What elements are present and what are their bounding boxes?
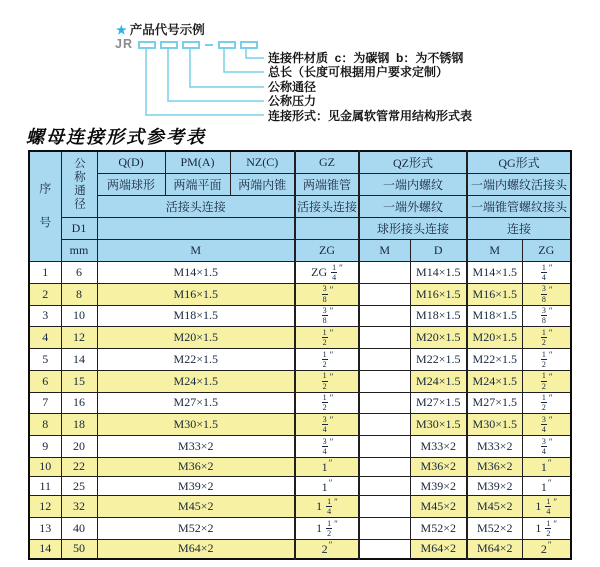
header-conn-gz: 活接头连接 <box>295 196 359 218</box>
cell-gz_zg: $\frac{3}{4}$ ″ <box>295 414 359 436</box>
table-body <box>29 262 571 560</box>
table-row <box>29 457 571 476</box>
header-type-gz: GZ <box>295 151 359 174</box>
cell-qz_m <box>359 305 410 327</box>
cell-qz_d: M18×1.5 <box>410 305 467 327</box>
cell-qz_m <box>359 476 410 495</box>
header-unit-qg-m: M <box>467 240 522 262</box>
header-unit-qg-zg: ZG <box>522 240 571 262</box>
cell-qg_zg: 1 $\frac{1}{2}$ ″ <box>522 517 571 539</box>
cell-gz_zg: 1″ <box>295 457 359 476</box>
cell-qg_zg: $\frac{1}{4}$ ″ <box>522 262 571 284</box>
table-row <box>29 370 571 392</box>
cell-qg_m: M20×1.5 <box>467 327 522 349</box>
cell-m: M33×2 <box>97 436 295 458</box>
header-mm: mm <box>61 240 97 262</box>
cell-dn: 16 <box>61 392 97 414</box>
cell-dn: 12 <box>61 327 97 349</box>
cell-m: M22×1.5 <box>97 349 295 371</box>
header-type-qz: QZ形式 <box>359 151 467 174</box>
cell-gz_zg: ZG $\frac{1}{4}$ ″ <box>295 262 359 284</box>
cell-qg_m: M64×2 <box>467 539 522 559</box>
cell-gz_zg: $\frac{3}{8}$ ″ <box>295 305 359 327</box>
cell-qz_m <box>359 283 410 305</box>
code-label-pressure: 公称压力 <box>268 94 317 109</box>
cell-qg_m: M45×2 <box>467 496 522 518</box>
cell-qz_m <box>359 414 410 436</box>
cell-gz_zg: 2″ <box>295 539 359 559</box>
header-conn-qg: 一端锥管螺纹接头 <box>467 196 571 218</box>
cell-no: 2 <box>29 283 61 305</box>
cell-dn: 50 <box>61 539 97 559</box>
cell-qz_m <box>359 436 410 458</box>
cell-gz_zg: $\frac{3}{4}$ ″ <box>295 436 359 458</box>
cell-dn: 6 <box>61 262 97 284</box>
cell-gz_zg: $\frac{3}{8}$ ″ <box>295 283 359 305</box>
cell-dn: 14 <box>61 349 97 371</box>
cell-qz_d: M45×2 <box>410 496 467 518</box>
cell-qg_zg: $\frac{1}{2}$ ″ <box>522 392 571 414</box>
code-label-length: 总长（长度可根据用户要求定制） <box>268 65 449 80</box>
header-blank-left <box>97 218 295 240</box>
header-connect: 连接 <box>467 218 571 240</box>
table-row <box>29 539 571 559</box>
cell-gz_zg: $\frac{1}{2}$ ″ <box>295 327 359 349</box>
cell-qz_m <box>359 539 410 559</box>
cell-no: 8 <box>29 414 61 436</box>
cell-no: 13 <box>29 517 61 539</box>
cell-no: 11 <box>29 476 61 495</box>
cell-qg_m: M24×1.5 <box>467 370 522 392</box>
cell-qg_m: M36×2 <box>467 457 522 476</box>
header-blank-gz <box>295 218 359 240</box>
cell-gz_zg: $\frac{1}{2}$ ″ <box>295 370 359 392</box>
table-row <box>29 414 571 436</box>
cell-dn: 32 <box>61 496 97 518</box>
header-type-nzc: NZ(C) <box>230 151 295 174</box>
cell-qg_m: M30×1.5 <box>467 414 522 436</box>
cell-dn: 8 <box>61 283 97 305</box>
cell-no: 12 <box>29 496 61 518</box>
header-conn-union: 活接头连接 <box>97 196 295 218</box>
cell-qz_m <box>359 496 410 518</box>
cell-qg_m: M18×1.5 <box>467 305 522 327</box>
header-type-qd: Q(D) <box>97 151 165 174</box>
header-desc-pma: 两端平面 <box>165 174 230 196</box>
cell-m: M39×2 <box>97 476 295 495</box>
cell-no: 4 <box>29 327 61 349</box>
header-conn-qz: 一端外螺纹 <box>359 196 467 218</box>
cell-dn: 18 <box>61 414 97 436</box>
header-ball-joint: 球形接头连接 <box>359 218 467 240</box>
cell-no: 1 <box>29 262 61 284</box>
cell-qg_zg: 1 $\frac{1}{4}$ ″ <box>522 496 571 518</box>
header-unit-zg: ZG <box>295 240 359 262</box>
cell-gz_zg: 1 $\frac{1}{2}$ ″ <box>295 517 359 539</box>
cell-qz_d: M27×1.5 <box>410 392 467 414</box>
cell-qg_m: M14×1.5 <box>467 262 522 284</box>
cell-qz_d: M39×2 <box>410 476 467 495</box>
cell-no: 7 <box>29 392 61 414</box>
table-header <box>29 151 571 262</box>
cell-m: M16×1.5 <box>97 283 295 305</box>
cell-qz_d: M20×1.5 <box>410 327 467 349</box>
cell-dn: 20 <box>61 436 97 458</box>
product-code-heading-text: 产品代号示例 <box>129 23 205 37</box>
table-row <box>29 349 571 371</box>
cell-dn: 22 <box>61 457 97 476</box>
cell-qz_m <box>359 349 410 371</box>
cell-m: M36×2 <box>97 457 295 476</box>
cell-dn: 25 <box>61 476 97 495</box>
header-dn-label: 公称通径 <box>73 156 85 211</box>
star-icon: ★ <box>116 23 127 37</box>
header-seq-label: 序号 <box>37 181 52 250</box>
cell-no: 9 <box>29 436 61 458</box>
header-unit-m: M <box>97 240 295 262</box>
code-box-icon <box>160 41 178 49</box>
cell-m: M14×1.5 <box>97 262 295 284</box>
header-desc-gz: 两端锥管 <box>295 174 359 196</box>
cell-qg_zg: $\frac{1}{2}$ ″ <box>522 370 571 392</box>
cell-qg_zg: $\frac{1}{2}$ ″ <box>522 327 571 349</box>
cell-no: 5 <box>29 349 61 371</box>
product-code-heading <box>116 20 205 38</box>
cell-qz_d: M14×1.5 <box>410 262 467 284</box>
code-box-icon <box>218 41 236 49</box>
code-box-icon <box>182 41 200 49</box>
cell-m: M18×1.5 <box>97 305 295 327</box>
cell-dn: 15 <box>61 370 97 392</box>
cell-qg_zg: $\frac{3}{8}$ ″ <box>522 305 571 327</box>
cell-qz_m <box>359 262 410 284</box>
cell-m: M52×2 <box>97 517 295 539</box>
table-row <box>29 517 571 539</box>
cell-dn: 40 <box>61 517 97 539</box>
cell-m: M24×1.5 <box>97 370 295 392</box>
header-desc-qz: 一端内螺纹 <box>359 174 467 196</box>
code-label-material: 连接件材质 c：为碳钢 b：为不锈钢 <box>268 51 464 65</box>
header-type-pma: PM(A) <box>165 151 230 174</box>
cell-qz_m <box>359 517 410 539</box>
table-row <box>29 283 571 305</box>
cell-qg_zg: $\frac{3}{4}$ ″ <box>522 414 571 436</box>
code-label-connection: 连接形式：见金属软管常用结构形式表 <box>268 108 473 123</box>
cell-qg_zg: 1″ <box>522 457 571 476</box>
cell-qg_m: M39×2 <box>467 476 522 495</box>
cell-qg_m: M27×1.5 <box>467 392 522 414</box>
header-desc-qg: 一端内螺纹活接头 <box>467 174 571 196</box>
table-row <box>29 262 571 284</box>
cell-qg_m: M22×1.5 <box>467 349 522 371</box>
cell-m: M20×1.5 <box>97 327 295 349</box>
header-desc-nzc: 两端内锥 <box>230 174 295 196</box>
cell-gz_zg: 1 $\frac{1}{4}$ ″ <box>295 496 359 518</box>
cell-qg_zg: 1″ <box>522 476 571 495</box>
cell-qz_d: M64×2 <box>410 539 467 559</box>
table-title: 螺母连接形式参考表 <box>26 127 206 147</box>
header-seq <box>29 151 61 262</box>
cell-qz_d: M52×2 <box>410 517 467 539</box>
cell-qg_zg: $\frac{3}{4}$ ″ <box>522 436 571 458</box>
cell-no: 14 <box>29 539 61 559</box>
code-box-icon <box>240 41 258 49</box>
cell-qz_m <box>359 327 410 349</box>
cell-gz_zg: $\frac{1}{2}$ ″ <box>295 392 359 414</box>
cell-qz_d: M30×1.5 <box>410 414 467 436</box>
header-desc-qd: 两端球形 <box>97 174 165 196</box>
cell-qg_zg: $\frac{3}{8}$ ″ <box>522 283 571 305</box>
cell-m: M64×2 <box>97 539 295 559</box>
code-labels <box>268 51 472 123</box>
header-type-qg: QG形式 <box>467 151 571 174</box>
code-label-diameter: 公称通径 <box>268 79 317 94</box>
cell-qz_d: M16×1.5 <box>410 283 467 305</box>
cell-gz_zg: 1″ <box>295 476 359 495</box>
cell-no: 10 <box>29 457 61 476</box>
cell-qg_m: M33×2 <box>467 436 522 458</box>
cell-qg_zg: 2″ <box>522 539 571 559</box>
cell-qz_d: M36×2 <box>410 457 467 476</box>
cell-qz_d: M22×1.5 <box>410 349 467 371</box>
table-row <box>29 436 571 458</box>
cell-gz_zg: $\frac{1}{2}$ ″ <box>295 349 359 371</box>
cell-no: 6 <box>29 370 61 392</box>
nut-connection-reference-table <box>28 150 572 560</box>
cell-no: 3 <box>29 305 61 327</box>
cell-qg_m: M16×1.5 <box>467 283 522 305</box>
cell-qz_m <box>359 370 410 392</box>
header-d1: D1 <box>61 218 97 240</box>
cell-dn: 10 <box>61 305 97 327</box>
cell-qg_m: M52×2 <box>467 517 522 539</box>
header-unit-qz-m: M <box>359 240 410 262</box>
table-row <box>29 392 571 414</box>
code-boxes <box>138 41 258 49</box>
cell-qz_d: M24×1.5 <box>410 370 467 392</box>
code-dash-icon <box>205 44 213 46</box>
cell-m: M45×2 <box>97 496 295 518</box>
cell-m: M27×1.5 <box>97 392 295 414</box>
code-prefix: JR <box>115 37 133 51</box>
table-row <box>29 305 571 327</box>
header-dn <box>61 151 97 218</box>
table-row <box>29 496 571 518</box>
header-unit-qz-d: D <box>410 240 467 262</box>
cell-qz_m <box>359 392 410 414</box>
cell-m: M30×1.5 <box>97 414 295 436</box>
code-box-icon <box>138 41 156 49</box>
table-row <box>29 476 571 495</box>
cell-qz_m <box>359 457 410 476</box>
cell-qz_d: M33×2 <box>410 436 467 458</box>
cell-qg_zg: $\frac{1}{2}$ ″ <box>522 349 571 371</box>
table-row <box>29 327 571 349</box>
